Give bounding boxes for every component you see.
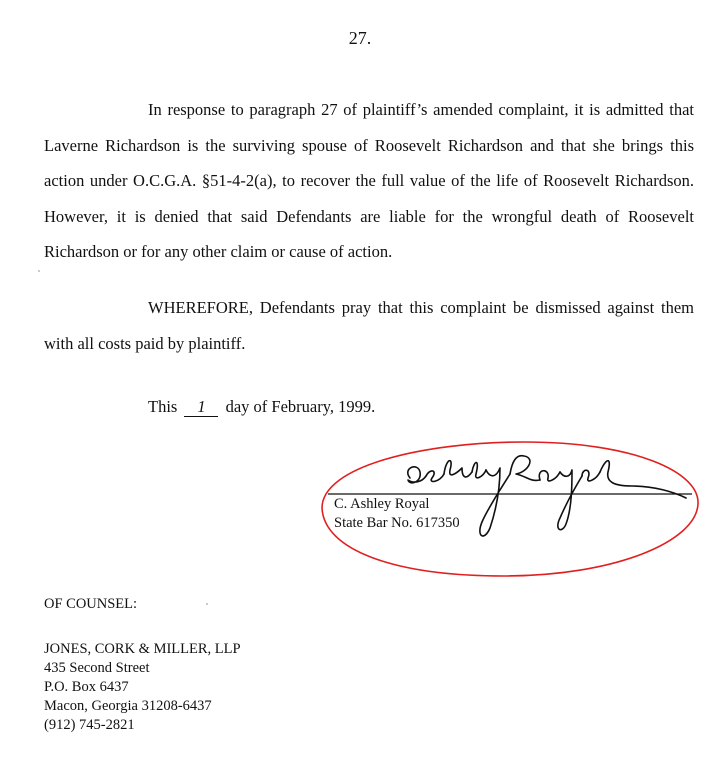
response-paragraph: In response to paragraph 27 of plaintiff’s amended complaint, it is admitted that Laverne Richardson is the surviving spouse of Roosevelt Richardson and that she brings this action under O.C.G.A. §51-4-2(a), to recover the full value of the life of Roosevelt Richardson. However, it is denied that said Defendants are liable for the wrongful death of Roosevelt Richardson or for any other claim or cause of action.	[44, 100, 694, 261]
firm-address-block	[44, 640, 241, 735]
firm-street: 435 Second Street	[44, 660, 150, 676]
scan-speck	[206, 603, 208, 605]
firm-phone: (912) 745-2821	[44, 717, 135, 733]
date-line	[148, 397, 375, 417]
of-counsel-label: OF COUNSEL:	[44, 596, 138, 612]
day-blank: 1	[184, 398, 218, 417]
firm-name: JONES, CORK & MILLER, LLP	[44, 641, 241, 657]
wherefore-paragraph: WHEREFORE, Defendants pray that this complaint be dismissed against them with all costs paid by plaintiff.	[44, 298, 694, 353]
firm-po-box: P.O. Box 6437	[44, 679, 129, 695]
scan-speck	[38, 270, 40, 272]
paragraph-number: 27.	[348, 28, 372, 48]
state-bar-number: State Bar No. 617350	[334, 515, 460, 531]
date-suffix: day of February, 1999.	[225, 397, 376, 416]
signature-block	[314, 438, 704, 578]
date-prefix: This	[148, 397, 178, 416]
signer-name: C. Ashley Royal	[334, 496, 430, 512]
firm-city-state-zip: Macon, Georgia 31208-6437	[44, 698, 212, 714]
